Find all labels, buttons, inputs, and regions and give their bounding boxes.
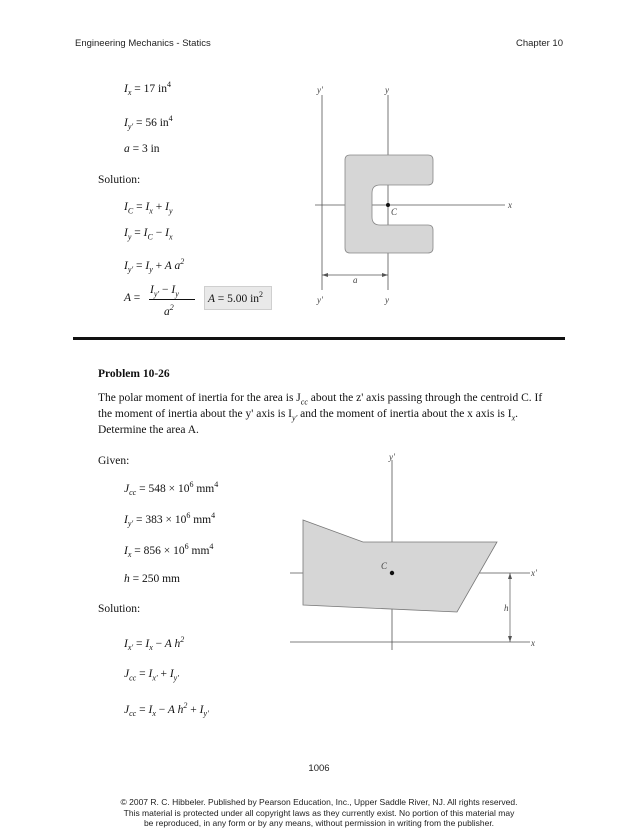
eq-jcc-1: $J_{cc} = I_{x'} + I_{y'}$ (124, 668, 179, 683)
given-label: Given: (98, 455, 130, 467)
eq-a-den: $a^2$ (164, 303, 174, 318)
eq-a-lhs: A = (124, 292, 141, 304)
answer-text: A = 5.00 $in^2$ (208, 290, 264, 305)
fraction-bar (149, 299, 195, 300)
label-yp-top: y' (317, 85, 323, 95)
label-yp-26: y' (389, 452, 395, 462)
header-left: Engineering Mechanics - Statics (75, 38, 211, 49)
page-number: 1006 (308, 763, 330, 774)
label-xp-26: x' (531, 568, 537, 578)
section-divider (73, 337, 565, 340)
label-yp-bottom: y' (317, 295, 323, 305)
given-ix-26: $I_x = 856 \times 10^6$ $mm^4$ (124, 542, 214, 560)
arrow-down (508, 636, 512, 642)
area-figure (285, 450, 545, 660)
area-shape (303, 520, 497, 612)
given-jcc: $J_{cc} = 548 \times 10^6$ $mm^4$ (124, 480, 219, 498)
arrow-right (382, 273, 388, 277)
problem-statement-line1: The polar moment of inertia for the area is $J_{cc}$ about the z' axis passing through the centroid C. If (98, 392, 543, 407)
problem-statement-line2: the moment of inertia about the y' axis is $I_{y'}$ and the moment of inertia about the x axis is $I_x$. (98, 408, 519, 423)
label-x-26: x (531, 638, 535, 648)
arrow-up (508, 573, 512, 579)
centroid-dot-26 (390, 571, 394, 575)
eq-ixp: $I_{x'} = I_x - A$ $h^2$ (124, 635, 185, 653)
given-iyp-26: $I_{y'} = 383 \times 10^6$ $mm^4$ (124, 511, 216, 529)
label-c-26: C (381, 561, 388, 571)
label-h-26: h (504, 603, 509, 613)
given-iyp: $I_{y'} = 56$ $in^4$ (124, 114, 173, 132)
label-y-top: y (385, 85, 389, 95)
label-x: x (508, 200, 512, 210)
channel-figure (300, 85, 530, 310)
label-y-bottom: y (385, 295, 389, 305)
solution-label-26: Solution: (98, 603, 141, 615)
given-a: a = 3 in (124, 143, 160, 155)
eq-iyp: $I_{y'} = I_y + A$ $a^2$ (124, 257, 185, 275)
footer-line-3: be reproduced, in any form or by any means, without permission in writing from the publisher. (143, 818, 495, 828)
given-h: h = 250 mm (124, 573, 181, 585)
arrow-left (322, 273, 328, 277)
eq-ic: $I_C = I_x + I_y$ (124, 201, 173, 216)
eq-iy: $I_y = I_C - I_x$ (124, 227, 173, 242)
footer-line-2: This material is protected under all copyright laws as they currently exist. No portion of this material may (123, 808, 515, 818)
header-right: Chapter 10 (515, 38, 563, 49)
label-c: C (391, 207, 398, 217)
centroid-dot (386, 203, 390, 207)
eq-a-num: $I_{y'} - I_y$ (150, 284, 179, 299)
solution-label-top: Solution: (98, 174, 141, 186)
given-ix: $I_x = 17$ $in^4$ (124, 80, 171, 98)
footer-line-1: © 2007 R. C. Hibbeler. Published by Pearson Education, Inc., Upper Saddle River, NJ. All rights reserved. (120, 797, 518, 807)
eq-jcc-2: $J_{cc} = I_x - A$ $h^2 + I_{y'}$ (124, 701, 209, 719)
problem-title: Problem 10-26 (98, 368, 170, 380)
problem-statement-line3: Determine the area A. (98, 424, 199, 436)
label-a: a (353, 275, 358, 285)
